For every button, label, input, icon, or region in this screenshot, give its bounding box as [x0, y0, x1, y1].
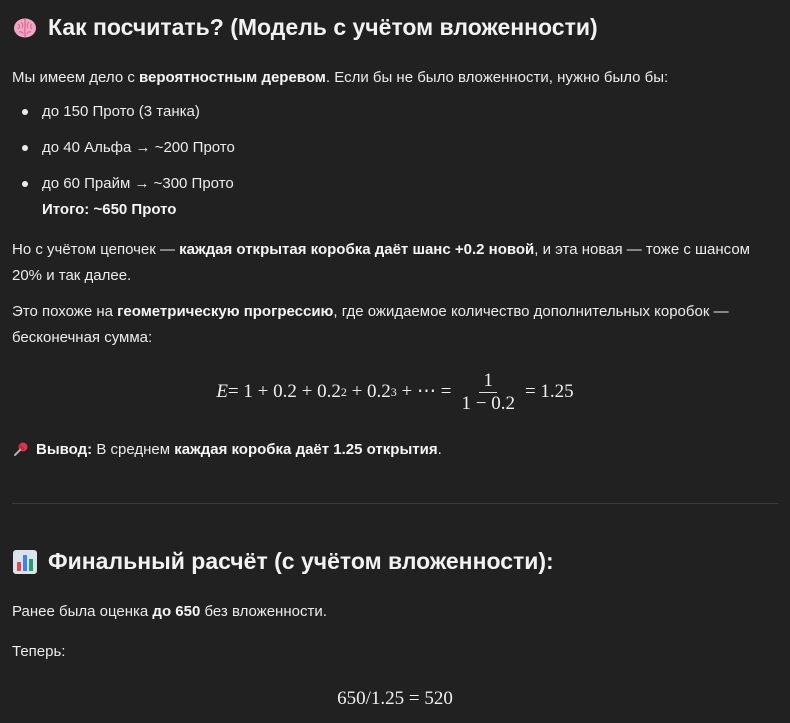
list-item-text: до 60 Прайм → ~300 Прото [42, 175, 234, 192]
chat-message [0, 8, 778, 723]
fraction-denominator: 1 − 0.2 [461, 392, 515, 414]
heading-text: Финальный расчёт (с учётом вложенности): [48, 548, 554, 574]
conclusion-text-c: . [437, 441, 442, 458]
geometric-sum-formula: E = 1 + 0.2 + 0.2 2 + 0.2 3 + ⋯ = $\frac{1}{1 - 0.2}$ = 1.25 [216, 369, 574, 414]
geometric-paragraph [12, 299, 778, 351]
intro-text-c: . Если бы не было вложенности, нужно было бы: [325, 69, 669, 86]
estimate-text-a: Ранее была оценка [12, 603, 153, 620]
formula-lhs: E [216, 381, 228, 402]
chain-text-a: Но с учётом цепочек — [12, 241, 180, 258]
conclusion-text-bold: каждая коробка даёт 1.25 открытия [174, 441, 438, 458]
geo-text-c: , где ожидаемое количество дополнительных коробок — бесконечная сумма: [12, 303, 729, 346]
formula-sum: = 1 + 0.2 + 0.2 [227, 381, 341, 402]
estimate-text-c: без вложенности. [200, 603, 327, 620]
estimate-paragraph [12, 599, 778, 625]
bullet-list [12, 99, 778, 223]
list-item: до 150 Прото (3 танка) [42, 99, 778, 125]
formula-mid: + 0.2 [346, 381, 391, 402]
chain-text-c: , и эта новая — тоже с шансом 20% и так далее. [12, 241, 750, 284]
geo-text-bold: геометрическую прогрессию [117, 303, 334, 320]
section-heading-final-calc [12, 542, 778, 580]
chain-paragraph [12, 237, 778, 289]
geo-text-a: Это похоже на [12, 303, 118, 320]
conclusion-label: Вывод: [36, 441, 93, 458]
total-text: Итого: ~650 Прото [42, 201, 177, 218]
list-item: до 40 Альфа → ~200 Прото [42, 135, 778, 161]
formula-tail: + ⋯ = [396, 381, 452, 402]
intro-text-a: Мы имеем дело с [12, 69, 139, 86]
formula-fraction [457, 370, 518, 415]
list-item [42, 171, 778, 223]
section-heading-how-to-count [12, 8, 778, 46]
formula-result: = 1.25 [524, 381, 574, 402]
fraction-numerator: 1 [479, 370, 497, 393]
now-paragraph: Теперь: [12, 643, 66, 660]
conclusion-paragraph [12, 437, 778, 463]
chain-text-bold: каждая открытая коробка даёт шанс +0.2 новой [179, 241, 535, 258]
brain-icon [12, 14, 38, 40]
intro-text-bold: вероятностным деревом [139, 69, 326, 86]
conclusion-text-a: В среднем [92, 441, 175, 458]
estimate-text-bold: до 650 [152, 603, 201, 620]
pushpin-icon [12, 441, 30, 459]
final-formula: 650/1.25 = 520 [337, 688, 453, 709]
divider [12, 503, 778, 504]
heading-text: Как посчитать? (Модель с учётом вложенности) [48, 14, 598, 40]
intro-paragraph [12, 65, 778, 91]
bar-chart-icon [12, 548, 38, 574]
